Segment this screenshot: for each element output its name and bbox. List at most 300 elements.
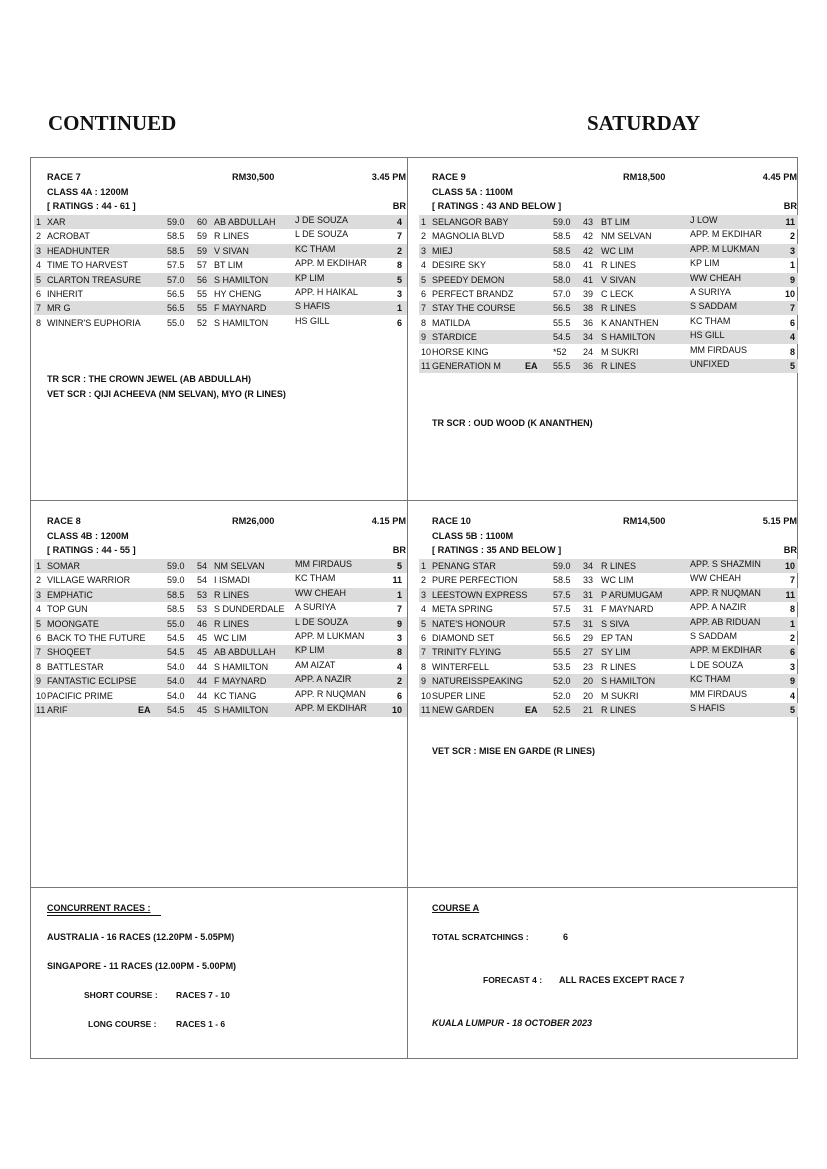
ea-marker: EA [138, 705, 151, 715]
jockey: F MAYNARD [214, 676, 267, 687]
rating: 20 [583, 676, 594, 687]
horse-name: MR G [47, 303, 71, 314]
rating: 42 [583, 245, 594, 256]
jockey: SY LIM [601, 647, 631, 658]
rating: 54 [197, 561, 208, 571]
horse-name: SELANGOR BABY [432, 217, 509, 227]
trainer: S HAFIS [295, 301, 331, 312]
weight: 56.5 [553, 303, 571, 314]
runner-number: 4 [421, 260, 427, 271]
trainer: APP. R NUQMAN [295, 688, 366, 699]
race-block [419, 516, 798, 816]
barrier: 2 [396, 676, 402, 687]
race-prize: RM26,000 [232, 516, 275, 526]
left-header: CONTINUED [48, 111, 177, 135]
runner-number: 9 [421, 332, 427, 343]
rating: 44 [197, 690, 208, 701]
weight: 52.5 [553, 705, 571, 715]
horse-name: MIEJ [432, 245, 453, 256]
race-number: RACE 7 [47, 172, 81, 182]
horse-name: NATUREISSPEAKING [432, 676, 523, 687]
runner-row [34, 588, 407, 602]
barrier: 8 [396, 260, 402, 271]
runner-row [419, 287, 798, 301]
weight: 55.5 [553, 317, 571, 328]
jockey: V SIVAN [601, 274, 636, 285]
course-label: COURSE A [432, 903, 480, 913]
runner-number: 9 [36, 676, 42, 687]
jockey: R LINES [214, 231, 250, 242]
trainer: L DE SOUZA [690, 659, 744, 670]
barrier: 5 [789, 361, 795, 371]
horse-name: XAR [47, 217, 66, 227]
trainer: APP. A NAZIR [690, 602, 747, 613]
barrier: 6 [789, 647, 795, 658]
jockey: WC LIM [601, 245, 634, 256]
horse-name: SPEEDY DEMON [432, 274, 505, 285]
trainer: KP LIM [295, 645, 325, 656]
title-underline [47, 915, 161, 916]
trainer: APP. H HAIKAL [295, 287, 358, 297]
runner-number: 3 [36, 589, 42, 600]
weight: 57.5 [553, 618, 571, 629]
rating: 53 [197, 589, 208, 600]
weight: 55.5 [553, 647, 571, 658]
horse-name: NATE'S HONOUR [432, 618, 506, 629]
trainer: APP. M EKDIHAR [690, 229, 762, 240]
jockey: R LINES [601, 561, 637, 571]
race-prize: RM18,500 [623, 172, 666, 182]
trainer: WW CHEAH [295, 587, 346, 598]
race-number: RACE 9 [432, 172, 466, 182]
trainer: KC THAM [295, 573, 336, 584]
rating: 59 [197, 245, 208, 256]
trainer: APP. AB RIDUAN [690, 616, 761, 627]
runner-row [419, 689, 798, 703]
jockey: S DUNDERDALE [214, 604, 285, 615]
barrier-column-label: BR [783, 545, 797, 555]
jockey: M SUKRI [601, 346, 639, 357]
runner-row [34, 703, 407, 717]
runner-number: 6 [421, 633, 427, 643]
weight: 59.0 [553, 561, 571, 571]
weight: 55.0 [167, 618, 185, 629]
race-class-line [34, 187, 407, 201]
barrier-column-label: BR [392, 201, 406, 211]
runner-row [34, 559, 407, 573]
horse-name: BATTLESTAR [47, 661, 104, 672]
jockey: NM SELVAN [214, 561, 265, 571]
barrier: 9 [789, 676, 795, 687]
race-header [34, 172, 407, 186]
race-ratings-line [34, 201, 407, 215]
jockey: S HAMILTON [601, 332, 656, 343]
runner-row [419, 258, 798, 272]
runner-number: 11 [36, 705, 46, 715]
barrier: 4 [396, 217, 402, 227]
barrier: 6 [789, 317, 795, 328]
jockey: S HAMILTON [214, 274, 269, 285]
runner-number: 1 [36, 217, 42, 227]
barrier: 4 [789, 690, 795, 701]
rating: 34 [583, 332, 594, 343]
trainer: MM FIRDAUS [295, 559, 352, 569]
horse-name: VILLAGE WARRIOR [47, 575, 131, 586]
jockey: AB ABDULLAH [214, 647, 276, 658]
weight: 56.5 [167, 303, 185, 314]
rating: 46 [197, 618, 208, 629]
rating: 36 [583, 317, 594, 328]
weight: 58.5 [167, 231, 185, 242]
weight: 56.5 [553, 633, 571, 643]
barrier: 6 [396, 317, 402, 328]
rating: 44 [197, 661, 208, 672]
jockey: NM SELVAN [601, 231, 652, 242]
barrier: 5 [396, 274, 402, 285]
weight: *52 [553, 346, 567, 357]
rating: 41 [583, 274, 594, 285]
weight: 55.5 [553, 361, 571, 371]
race-ratings: [ RATINGS : 35 AND BELOW ] [432, 545, 562, 555]
horse-name: PERFECT BRANDZ [432, 289, 514, 299]
runner-row [34, 602, 407, 616]
weight: 52.0 [553, 676, 571, 687]
rating: 34 [583, 561, 594, 571]
runner-number: 2 [421, 575, 427, 586]
runner-row [419, 559, 798, 573]
race-class: CLASS 5A : 1100M [432, 187, 513, 197]
barrier: 4 [396, 661, 402, 672]
trainer: APP. M EKDIHAR [295, 258, 367, 269]
runner-row [34, 258, 407, 272]
race-header [419, 516, 798, 530]
horse-name: NEW GARDEN [432, 705, 495, 715]
runner-row [419, 660, 798, 674]
runner-number: 6 [36, 289, 42, 299]
scratching-note: TR SCR : OUD WOOD (K ANANTHEN) [432, 418, 593, 428]
barrier: 7 [396, 604, 402, 615]
rating: 52 [197, 317, 208, 328]
rating: 23 [583, 661, 594, 672]
rating: 45 [197, 633, 208, 643]
race-number: RACE 10 [432, 516, 471, 526]
rating: 20 [583, 690, 594, 701]
weight: 58.0 [553, 260, 571, 271]
column-divider [407, 157, 408, 1059]
trainer: KC THAM [295, 243, 336, 254]
runner-number: 7 [421, 303, 427, 314]
runner-row [419, 345, 798, 359]
long-course-label: LONG COURSE : [88, 1019, 157, 1029]
barrier: 3 [396, 289, 402, 299]
weight: 52.0 [553, 690, 571, 701]
barrier: 2 [789, 633, 795, 643]
rating: 44 [197, 676, 208, 687]
jockey: S SIVA [601, 618, 630, 629]
horse-name: SUPER LINE [432, 690, 486, 701]
horse-name: HORSE KING [432, 346, 489, 357]
horse-name: DIAMOND SET [432, 633, 495, 643]
australia-races: AUSTRALIA - 16 RACES (12.20PM - 5.05PM) [47, 932, 235, 942]
trainer: MM FIRDAUS [690, 688, 747, 699]
race-ratings-line [419, 201, 798, 215]
barrier: 5 [396, 561, 402, 571]
short-course-label: SHORT COURSE : [84, 990, 158, 1000]
horse-name: LEESTOWN EXPRESS [432, 589, 528, 600]
runner-row [419, 617, 798, 631]
horse-name: DESIRE SKY [432, 260, 487, 271]
horse-name: PURE PERFECTION [432, 575, 518, 586]
barrier: 2 [396, 245, 402, 256]
horse-name: WINNER'S EUPHORIA [47, 317, 141, 328]
jockey: EP TAN [601, 633, 633, 643]
jockey: R LINES [601, 260, 637, 271]
race-header [34, 516, 407, 530]
race-time: 4.45 PM [762, 172, 797, 182]
race-number: RACE 8 [47, 516, 81, 526]
runner-row [34, 573, 407, 587]
trainer: A SURIYA [690, 287, 731, 297]
runner-number: 5 [421, 274, 427, 285]
jockey: F MAYNARD [214, 303, 267, 314]
jockey: S HAMILTON [214, 317, 269, 328]
horse-name: TIME TO HARVEST [47, 260, 129, 271]
trainer: APP. M EKDIHAR [295, 703, 367, 713]
runner-number: 7 [36, 647, 42, 658]
horse-name: HEADHUNTER [47, 245, 110, 256]
horse-name: MAGNOLIA BLVD [432, 231, 505, 242]
weight: 54.0 [167, 690, 185, 701]
barrier: 1 [396, 303, 402, 314]
scratching-note: VET SCR : MISE EN GARDE (R LINES) [432, 746, 596, 756]
barrier: 5 [789, 705, 795, 715]
runner-number: 9 [421, 676, 427, 687]
trainer: L DE SOUZA [295, 616, 349, 627]
runner-number: 1 [421, 561, 427, 571]
trainer: APP. S SHAZMIN [690, 559, 761, 569]
barrier: 9 [789, 274, 795, 285]
race-block [34, 172, 407, 472]
runner-number: 7 [421, 647, 427, 658]
row-divider-2 [30, 887, 798, 888]
jockey: R LINES [601, 303, 637, 314]
runner-number: 2 [36, 575, 42, 586]
right-header: SATURDAY [587, 111, 701, 135]
barrier: 3 [789, 245, 795, 256]
runner-row [34, 631, 407, 645]
horse-name: BACK TO THE FUTURE [47, 633, 146, 643]
barrier: 1 [396, 589, 402, 600]
rating: 31 [583, 618, 594, 629]
runner-number: 11 [421, 361, 431, 371]
barrier: 3 [789, 661, 795, 672]
jockey: AB ABDULLAH [214, 217, 276, 227]
weight: 54.5 [167, 647, 185, 658]
weight: 54.0 [167, 676, 185, 687]
horse-name: STARDICE [432, 332, 477, 343]
horse-name: EMPHATIC [47, 589, 93, 600]
runner-row [419, 359, 798, 373]
jockey: KC TIANG [214, 690, 257, 701]
jockey: K ANANTHEN [601, 317, 659, 328]
runner-row [34, 287, 407, 301]
rating: 21 [583, 705, 594, 715]
runner-number: 2 [36, 231, 42, 242]
jockey: R LINES [214, 618, 250, 629]
trainer: KP LIM [690, 258, 720, 269]
rating: 45 [197, 705, 208, 715]
total-scratchings-label: TOTAL SCRATCHINGS : [432, 932, 529, 942]
runner-number: 1 [421, 217, 427, 227]
horse-name: PENANG STAR [432, 561, 496, 571]
race-class: CLASS 5B : 1100M [432, 531, 514, 541]
race-ratings: [ RATINGS : 43 AND BELOW ] [432, 201, 562, 211]
runner-row [34, 316, 407, 330]
runner-number: 7 [36, 303, 42, 314]
jockey: R LINES [601, 705, 637, 715]
jockey: S HAMILTON [214, 661, 269, 672]
runner-number: 4 [421, 604, 427, 615]
barrier: 10 [784, 289, 795, 299]
rating: 60 [197, 217, 208, 227]
runner-number: 2 [421, 231, 427, 242]
scratching-note: TR SCR : THE CROWN JEWEL (AB ABDULLAH) [47, 374, 251, 384]
runner-row [34, 215, 407, 229]
rating: 55 [197, 289, 208, 299]
trainer: S HAFIS [690, 703, 726, 713]
barrier: 8 [789, 604, 795, 615]
total-scratchings-value: 6 [563, 932, 569, 942]
race-class-line [419, 531, 798, 545]
trainer: L DE SOUZA [295, 229, 349, 240]
rating: 31 [583, 589, 594, 600]
trainer: APP. R NUQMAN [690, 587, 761, 598]
jockey: BT LIM [214, 260, 243, 271]
race-time: 4.15 PM [371, 516, 406, 526]
race-prize: RM30,500 [232, 172, 275, 182]
jockey: R LINES [601, 661, 637, 672]
runner-number: 10 [36, 690, 47, 701]
trainer: S SADDAM [690, 301, 738, 312]
runner-row [34, 301, 407, 315]
weight: 53.5 [553, 661, 571, 672]
trainer: APP. M LUKMAN [295, 631, 365, 641]
rating: 39 [583, 289, 594, 299]
horse-name: STAY THE COURSE [432, 303, 516, 314]
barrier: 11 [785, 217, 795, 227]
trainer: J DE SOUZA [295, 215, 349, 225]
barrier: 7 [789, 575, 795, 586]
rating: 31 [583, 604, 594, 615]
runner-number: 10 [421, 690, 432, 701]
runner-row [419, 703, 798, 717]
weight: 58.5 [553, 575, 571, 586]
runner-number: 4 [36, 604, 42, 615]
barrier-column-label: BR [783, 201, 797, 211]
jockey: R LINES [601, 361, 637, 371]
horse-name: SOMAR [47, 561, 81, 571]
runner-row [419, 316, 798, 330]
weight: 57.5 [553, 604, 571, 615]
runner-number: 5 [421, 618, 427, 629]
rating: 27 [583, 647, 594, 658]
trainer: HS GILL [690, 330, 725, 341]
trainer: APP. A NAZIR [295, 674, 352, 685]
weight: 55.0 [167, 317, 185, 328]
horse-name: GENERATION M [432, 361, 501, 371]
horse-name: MATILDA [432, 317, 471, 328]
barrier: 7 [789, 303, 795, 314]
trainer: S SADDAM [690, 631, 738, 641]
barrier: 11 [785, 589, 795, 600]
jockey: C LECK [601, 289, 634, 299]
barrier: 8 [396, 647, 402, 658]
jockey: F MAYNARD [601, 604, 654, 615]
runner-number: 3 [421, 589, 427, 600]
trainer: J LOW [690, 215, 718, 225]
race-class: CLASS 4A : 1200M [47, 187, 129, 197]
jockey: S HAMILTON [601, 676, 656, 687]
rating: 42 [583, 231, 594, 242]
rating: 43 [583, 217, 594, 227]
jockey: WC LIM [601, 575, 634, 586]
weight: 58.5 [553, 231, 571, 242]
trainer: HS GILL [295, 315, 330, 326]
runner-number: 11 [421, 705, 431, 715]
weight: 59.0 [553, 217, 571, 227]
jockey: M SUKRI [601, 690, 639, 701]
trainer: A SURIYA [295, 602, 336, 613]
runner-row [419, 244, 798, 258]
long-course-value: RACES 1 - 6 [176, 1019, 226, 1029]
weight: 59.0 [167, 561, 185, 571]
singapore-races: SINGAPORE - 11 RACES (12.00PM - 5.00PM) [47, 961, 237, 971]
runner-row [34, 645, 407, 659]
horse-name: ARIF [47, 705, 68, 715]
rating: 41 [583, 260, 594, 271]
jockey: V SIVAN [214, 245, 249, 256]
barrier: 10 [784, 561, 795, 571]
race-class-line [419, 187, 798, 201]
barrier: 10 [391, 705, 402, 715]
place-date: KUALA LUMPUR - 18 OCTOBER 2023 [432, 1018, 593, 1028]
runner-number: 4 [36, 260, 42, 271]
concurrent-races-title: CONCURRENT RACES : [47, 903, 151, 913]
horse-name: PACIFIC PRIME [47, 690, 113, 701]
weight: 57.5 [167, 260, 185, 271]
barrier: 1 [789, 260, 795, 271]
weight: 57.5 [553, 589, 571, 600]
weight: 54.5 [167, 705, 185, 715]
trainer: AM AIZAT [295, 659, 336, 670]
race-class: CLASS 4B : 1200M [47, 531, 129, 541]
jockey: R LINES [214, 589, 250, 600]
weight: 58.5 [167, 245, 185, 256]
runner-number: 5 [36, 618, 42, 629]
runner-number: 8 [36, 661, 42, 672]
barrier: 8 [789, 346, 795, 357]
barrier: 2 [789, 231, 795, 242]
weight: 59.0 [167, 217, 185, 227]
trainer: APP. M LUKMAN [690, 243, 760, 254]
ea-marker: EA [525, 361, 538, 371]
race-ratings: [ RATINGS : 44 - 61 ] [47, 201, 136, 211]
horse-name: META SPRING [432, 604, 493, 615]
ea-marker: EA [525, 705, 538, 715]
rating: 38 [583, 303, 594, 314]
rating: 57 [197, 260, 208, 271]
weight: 58.0 [553, 274, 571, 285]
